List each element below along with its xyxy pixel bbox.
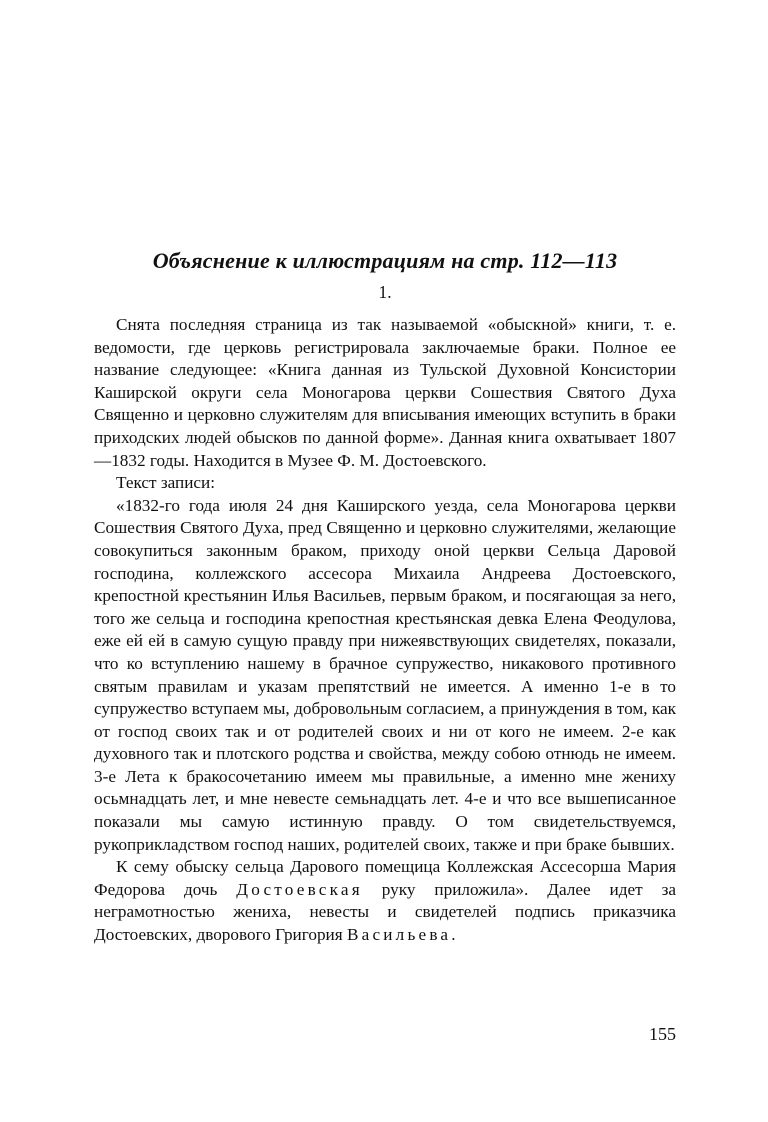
section-number: 1. (378, 282, 392, 302)
paragraph-record-heading: Текст записи: (116, 473, 216, 493)
page-title: Объяснение к иллюстрациям на стр. 112—113 (152, 248, 618, 273)
spaced-surname-vasilyev: Васильева (346, 925, 452, 945)
page-number: 155 (649, 1024, 676, 1044)
signature-note-part1: К сему обыску сельца Дарового помещица Коллежская Ассесорша Мария Федорова дочь (94, 857, 676, 899)
spaced-surname-dostoevskaya: Достоевская (236, 879, 363, 899)
paragraph-description: Снята последняя страница из так называемой «обыскной» книги, т. е. ведомости, где церковь регистрировала заключаемые браки. Полное ее название следующее: «Книга данная из Тульской Духовной Консистории Каширской округи села Моногарова церкви Сошествия Святого Духа Священно и церковно служителям для вписывания имеющих вступить в браки приходских людей обысков по данной форме». Данная книга охватывает 1807—1832 годы. Находится в Музее Ф. М. Достоевского. (94, 315, 676, 470)
paragraph-record-text: «1832-го года июля 24 дня Каширского уезда, села Моногарова церкви Сошествия Святого Духа, пред Священно и церковно служителями, желающие совокупиться законным браком, приходу оной церкви Сельца Даровой господина, коллежского ассесора Михаила Андреева Достоевского, крепостной крестьянин Илья Васильев, первым браком, и посягающая за него, того же сельца и господина крепостная крестьянская девка Елена Феодулова, еже ей ей в самую сущую правду при нижеявствующих свидетелях, показали, что ко вступлению нашему в брачное супружество, никакового противного святым правилам и указам препятствий не имеется. А именно 1-е в то супружество вступаем мы, добровольным согласием, а принуждения в том, как от господ своих так и от родителей своих и ни от кого не имеем. 2-е как духовного так и плотского родства и свойства, между собою отнюдь не имеем. 3-е Лета к бракосочетанию имеем мы правильные, а именно мне жениху осьмнадцать лет, и мне невесте семьнадцать лет. 4-е и что все вышеписанное показали мы самую истинную правду. О том свидетельствуемся, рукоприкладством господ наших, родителей своих, также и при браке бывших. (94, 495, 676, 854)
signature-note-part2: руку приложила». Далее идет за неграмотностью жениха, невесты и свидетелей подпись приказчика Достоевских, дворового Григория (94, 879, 676, 945)
paragraph-signature-note (94, 856, 676, 946)
text-block (94, 246, 676, 947)
signature-note-part3: . (451, 925, 456, 945)
